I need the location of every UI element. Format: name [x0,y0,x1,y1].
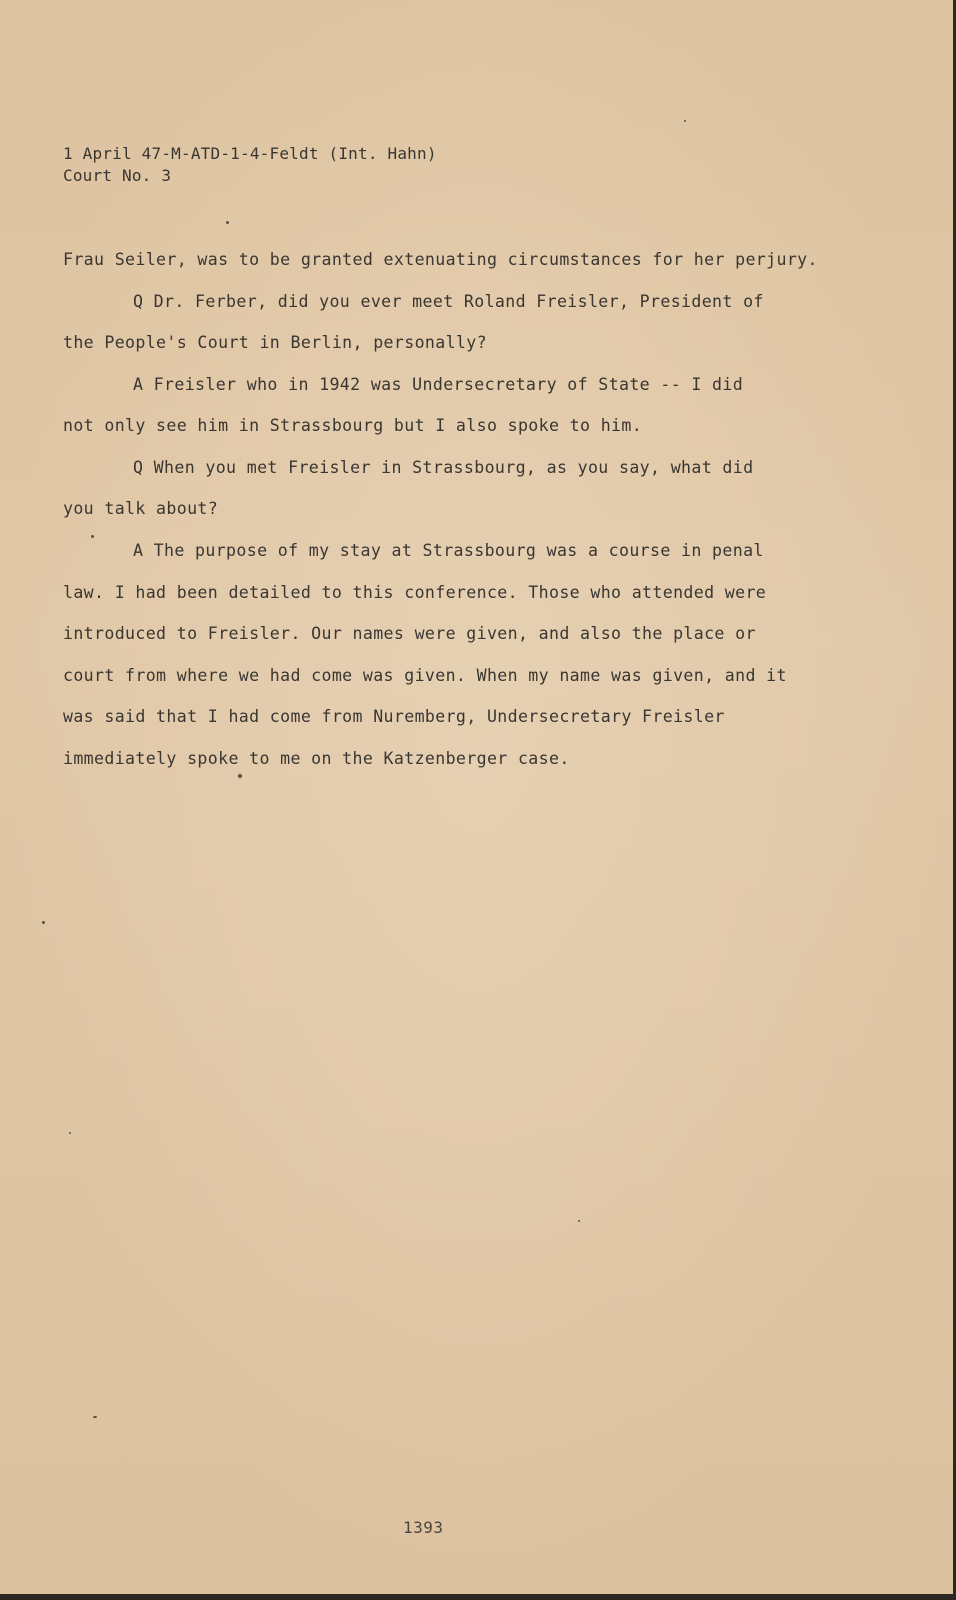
page-number: 1393 [403,1518,444,1537]
transcript-line: A The purpose of my stay at Strassbourg was a course in penal [133,541,764,560]
transcript-line: law. I had been detailed to this conference. Those who attended were [63,583,767,602]
paper-speck [684,120,686,122]
paper-speck [69,1132,71,1134]
transcript-line: introduced to Freisler. Our names were given, and also the place or [63,624,756,643]
transcript-line: Frau Seiler, was to be granted extenuating circumstances for her perjury. [63,250,818,269]
transcript-line: court from where we had come was given. When my name was given, and it [63,666,787,685]
scan-edge [0,1594,956,1600]
transcript-line: you talk about? [63,499,219,518]
header-reference: 1 April 47-M-ATD-1-4-Feldt (Int. Hahn) [63,144,437,163]
paper-speck [226,221,229,224]
transcript-line: was said that I had come from Nuremberg, Undersecretary Freisler [63,707,725,726]
transcript-line: not only see him in Strassbourg but I also spoke to him. [63,416,643,435]
transcript-line: the People's Court in Berlin, personally? [63,333,487,352]
transcript-line: immediately spoke to me on the Katzenberger case. [63,749,570,768]
paper-speck [238,774,242,778]
paper-speck [93,1416,97,1418]
transcript-line: Q Dr. Ferber, did you ever meet Roland Freisler, President of [133,292,764,311]
transcript-line: A Freisler who in 1942 was Undersecretary of State -- I did [133,375,744,394]
paper-speck [42,921,45,924]
paper-speck [578,1220,580,1222]
header-court: Court No. 3 [63,166,172,185]
paper-speck [91,535,94,538]
transcript-line: Q When you met Freisler in Strassbourg, as you say, what did [133,458,754,477]
